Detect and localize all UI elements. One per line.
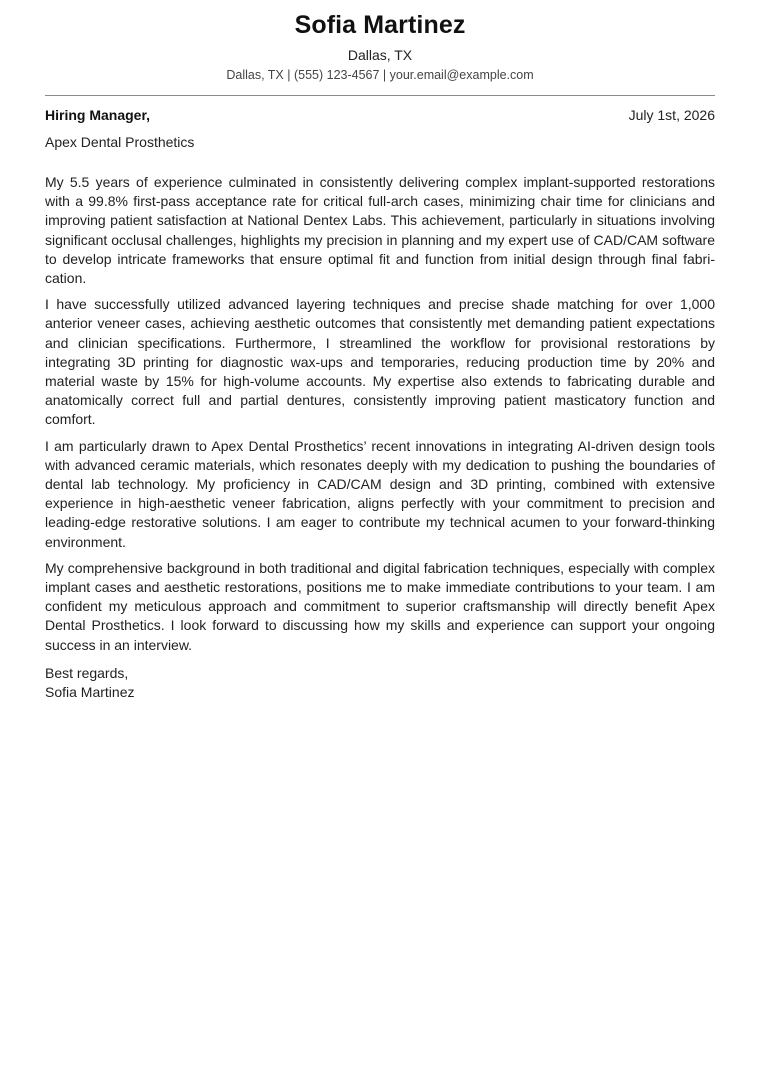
letter-body	[45, 173, 715, 655]
body-paragraph: My 5.5 years of experience culminated in consistently delivering complex implant-supported restorations with a 99.8% first-pass acceptance rate for critical full-arch cases, minimizing chair time for clinicians and improving patient satisfaction at National Dentex Labs. This achievement, particularly in situations involving significant occlusal challenges, highlights my precision in planning and my expert use of CAD/CAM software to develop intricate frameworks that ensure optimal fit and function from initial design through final fabrication.	[45, 174, 715, 287]
signature-name: Sofia Martinez	[45, 684, 135, 701]
recipient-date-row	[45, 106, 715, 124]
letter-header	[45, 0, 715, 83]
applicant-contact-line: Dallas, TX | (555) 123-4567 | your.email@example.com	[226, 68, 534, 82]
recipient-salutation: Hiring Manager,	[45, 107, 151, 123]
body-paragraph: My comprehensive background in both traditional and digital fabrication techniques, especially with complex implant cases and aesthetic restorations, positions me to make immediate contributions to your team. I am confident my meticulous approach and commitment to superior craftsmanship will directly benefit Apex Dental Prosthetics. I look forward to discussing how my skills and experience can support your ongoing success in an interview.	[45, 559, 715, 653]
closing-phrase: Best regards,	[45, 664, 129, 681]
letter-date: July 1st, 2026	[628, 107, 715, 123]
body-paragraph: I am particularly drawn to Apex Dental Prosthetics’ recent innovations in integrating AI-driven design tools with advanced ceramic materials, which resonates deeply with my dedication to pushing the boundaries of dental lab technology. My proficiency in CAD/CAM design and 3D printing, combined with extensive experience in high-aesthetic veneer fabrication, aligns perfectly with your commitment to precision and leading-edge restorative solutions. I am eager to contribute my technical acumen to your forward-thinking environment.	[45, 437, 715, 550]
body-paragraph: I have successfully utilized advanced layering techniques and precise shade matching for over 1,000 anterior veneer cases, achieving aesthetic outcomes that consistently met demanding patient expectations and clinician specifications. Furthermore, I streamlined the workflow for provisional restorations by integrating 3D printing for diagnostic wax-ups and temporaries, reducing production time by 20% and material waste by 15% for high-volume accounts. My expertise also extends to fabricating durable and anatomically correct full and partial dentures, consistently improving patient masticatory function and comfort.	[45, 296, 715, 428]
recipient-company: Apex Dental Prosthetics	[45, 134, 195, 150]
applicant-name: Sofia Martinez	[294, 11, 466, 39]
applicant-location: Dallas, TX	[347, 47, 413, 63]
letter-closing	[45, 664, 715, 702]
header-divider	[45, 95, 715, 96]
